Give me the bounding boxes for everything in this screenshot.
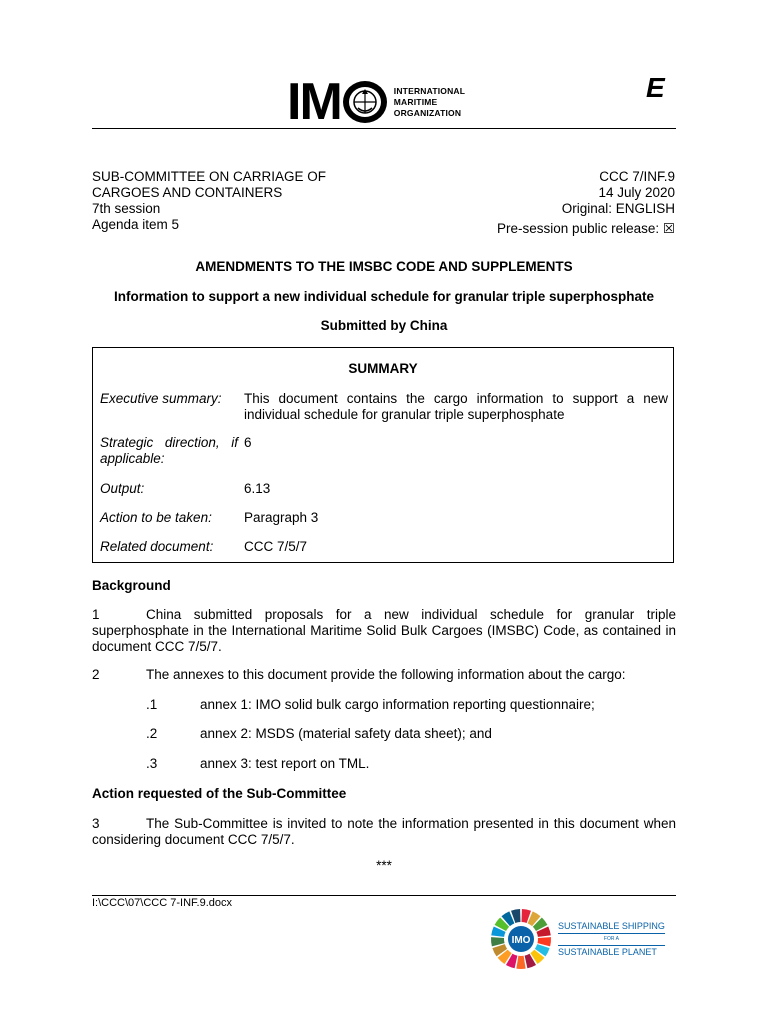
- list-item: .2 annex 2: MSDS (material safety data sheet); and: [146, 726, 492, 741]
- paragraph-3: 3 The Sub-Committee is invited to note the information presented in this document when considering document CCC 7/5/7.: [92, 816, 676, 847]
- summary-row-related: Related document: CCC 7/5/7: [100, 539, 308, 554]
- document-info: [497, 169, 675, 237]
- release-status: Pre-session public release: ☒: [497, 221, 675, 236]
- summary-row-output: Output: 6.13: [100, 481, 271, 496]
- language-code: E: [646, 72, 665, 103]
- document-original: Original: ENGLISH: [561, 201, 675, 216]
- summary-row-executive: Executive summary: This document contains the cargo information to support a new individual schedule for granular triple superphosphate: [100, 391, 668, 422]
- list-item: .3 annex 3: test report on TML.: [146, 756, 370, 771]
- sdg-wheel-icon: [490, 908, 552, 970]
- summary-row-strategic: Strategic direction, if applicable: 6: [100, 435, 252, 466]
- paragraph-1: 1 China submitted proposals for a new individual schedule for granular triple superphosphate in the International Maritime Solid Bulk Cargoes (IMSBC) Code, as contained in document CCC 7/5/7.: [92, 607, 676, 654]
- background-heading: Background: [92, 578, 171, 593]
- paragraph-2: 2 The annexes to this document provide the following information about the cargo:: [92, 667, 626, 682]
- summary-box: [92, 347, 674, 563]
- sdg-center-label: IMO: [511, 935, 531, 946]
- logo-letter-i: I: [287, 73, 300, 131]
- summary-row-action: Action to be taken: Paragraph 3: [100, 510, 319, 525]
- document-code: CCC 7/INF.9: [599, 169, 675, 184]
- checkbox-icon: ☒: [662, 221, 675, 236]
- document-date: 14 July 2020: [598, 185, 675, 200]
- imo-emblem-icon: [342, 80, 388, 124]
- imo-logo: [287, 73, 466, 131]
- document-subtitle: Information to support a new individual schedule for granular triple superphosphate: [113, 289, 655, 304]
- summary-heading: SUMMARY: [348, 361, 418, 376]
- submitted-by: Submitted by China: [320, 318, 448, 333]
- sdg-tagline: SUSTAINABLE SHIPPING FOR A SUSTAINABLE PLANET: [558, 920, 665, 957]
- end-mark: ***: [376, 858, 392, 873]
- sdg-wheel-segment: [516, 956, 525, 969]
- committee-info: SUB-COMMITTEE ON CARRIAGE OF CARGOES AND CONTAINERS 7th session Agenda item 5: [92, 169, 327, 232]
- file-path: I:\CCC\07\CCC 7-INF.9.docx: [92, 897, 232, 909]
- list-item: .1 annex 1: IMO solid bulk cargo information reporting questionnaire;: [146, 697, 595, 712]
- sdg-logo: [490, 908, 665, 970]
- organization-name: INTERNATIONAL MARITIME ORGANIZATION: [393, 85, 466, 118]
- logo-letter-m: M: [299, 73, 341, 131]
- action-heading: Action requested of the Sub-Committee: [92, 786, 347, 801]
- footer-rule: [92, 895, 676, 896]
- header-rule: [92, 128, 676, 129]
- document-title: AMENDMENTS TO THE IMSBC CODE AND SUPPLEMENTS: [195, 259, 573, 274]
